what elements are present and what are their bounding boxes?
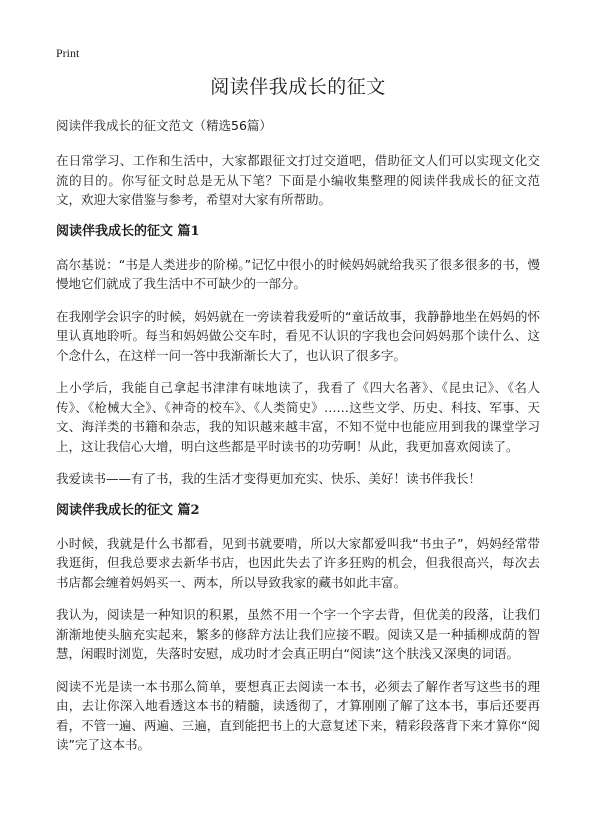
section-1 (56, 223, 540, 489)
paragraph: 小时候，我就是什么书都看，见到书就要啃，所以大家都爱叫我“书虫子”，妈妈经常带我逛街，但我总要求去新华书店，也因此失去了许多狂购的机会，但我很高兴，每次去书店都会缠着妈妈买一、两本，所以导致我家的藏书如此丰富。 (56, 535, 540, 590)
section-heading: 阅读伴我成长的征文 篇1 (56, 223, 200, 239)
intro-paragraph: 在日常学习、工作和生活中，大家都跟征文打过交道吧，借助征文人们可以实现文化交流的目的。你写征文时总是无从下笔？下面是小编收集整理的阅读伴我成长的征文范文，欢迎大家借鉴与参考，希望对大家有所帮助。 (56, 153, 540, 207)
paragraph: 高尔基说：“书是人类进步的阶梯。”记忆中很小的时候妈妈就给我买了很多很多的书，慢慢地它们就成了我生活中不可缺少的一部分。 (56, 256, 540, 291)
paragraph: 我爱读书——有了书，我的生活才变得更加充实、快乐、美好！读书伴我长！ (56, 471, 482, 486)
document-subtitle: 阅读伴我成长的征文范文（精选56篇） (56, 118, 272, 133)
paragraph: 上小学后，我能自己拿起书津津有味地读了，我看了《四大名著》、《昆虫记》、《名人传》、《枪械大全》、《神奇的校车》、《人类简史》……这些文学、历史、科技、军事、天文、海洋类的书籍和杂志，我的知识越来越丰富，不知不觉中也能应用到我的课堂学习上，这让我信心大增，明白这些都是平时读书的功劳啊！从此，我更加喜欢阅读了。 (56, 380, 540, 454)
paragraph: 在我刚学会识字的时候，妈妈就在一旁读着我爱听的“童话故事，我静静地坐在妈妈的怀里认真地聆听。每当和妈妈做公交车时，看见不认识的字我也会问妈妈那个读什么、这个念什么，在这样一问一答中我渐渐长大了，也认识了很多字。 (56, 308, 540, 363)
section-2 (56, 502, 540, 755)
print-label: Print (56, 46, 80, 60)
document-title: 阅读伴我成长的征文 (210, 76, 386, 98)
paragraph: 我认为，阅读是一种知识的积累，虽然不用一个字一个字去背，但优美的段落，让我们渐渐地使头脑充实起来，繁多的修辞方法让我们应接不暇。阅读又是一种插柳成荫的智慧，闲暇时浏览，失落时安慰，成功时才会真正明白“阅读”这个肤浅又深奥的词语。 (56, 607, 540, 661)
section-heading: 阅读伴我成长的征文 篇2 (56, 502, 200, 518)
paragraph: 阅读不光是读一本书那么简单，要想真正去阅读一本书，必须去了解作者写这些书的理由，去让你深入地看透这本书的精髓，读透彻了，才算刚刚了解了这本书，事后还要再看，不管一遍、两遍、三遍，直到能把书上的大意复述下来，精彩段落背下来才算你“阅读”完了这本书。 (56, 678, 540, 752)
